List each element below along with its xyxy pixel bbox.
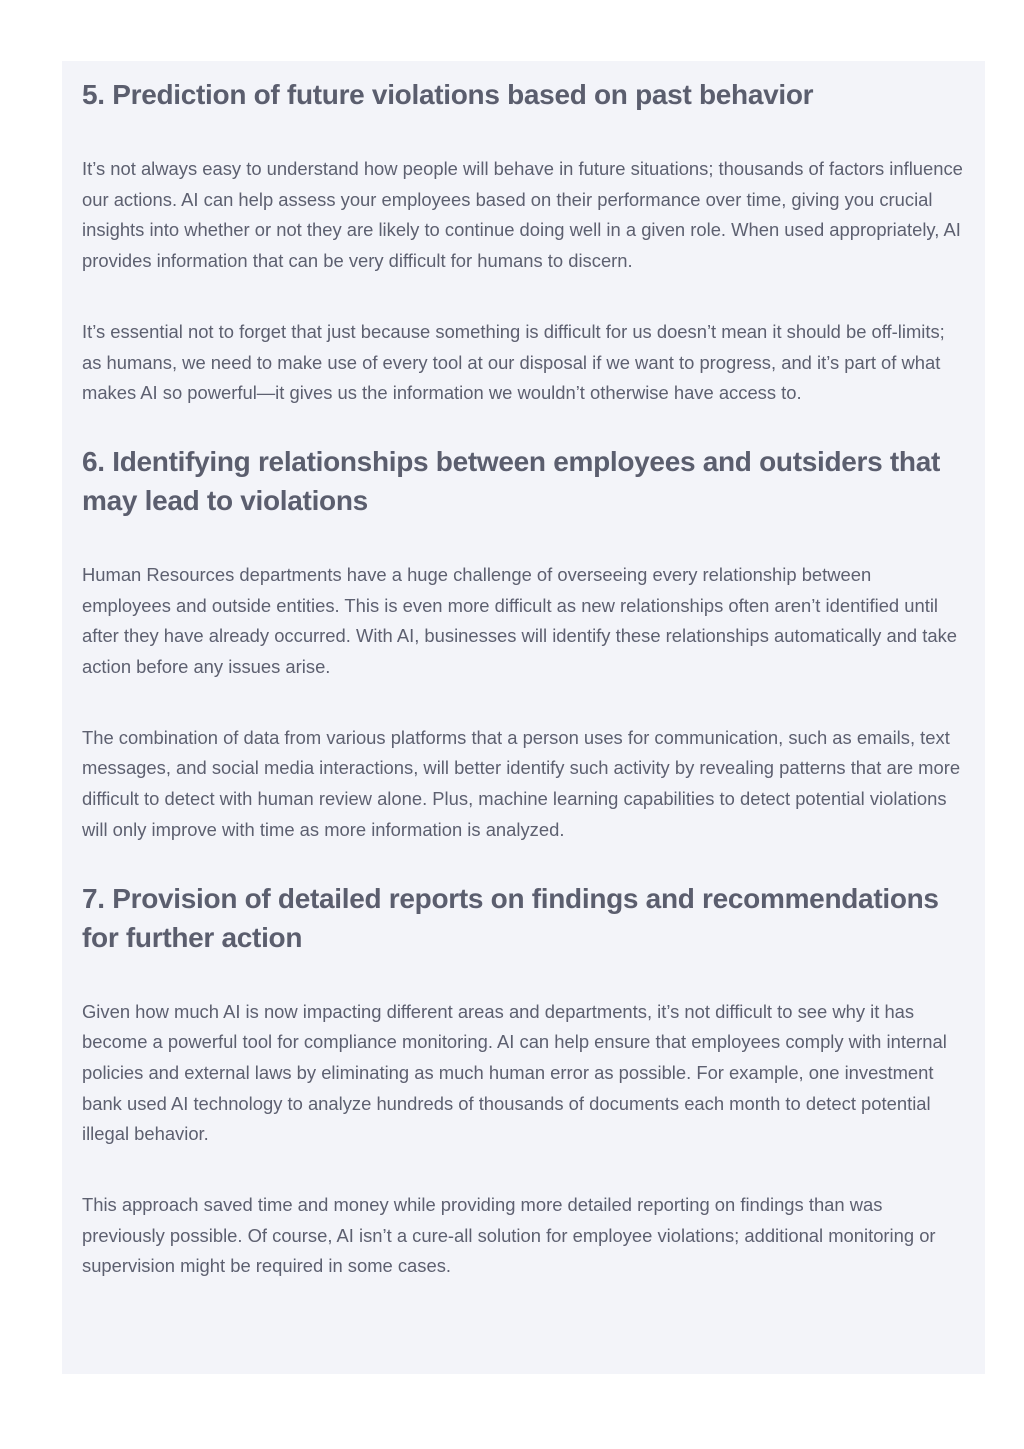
section-heading: 6. Identifying relationships between employees and outsiders that may lead to violations — [82, 445, 941, 516]
paragraph: Given how much AI is now impacting different areas and departments, it’s not difficult to see why it has become a powerful tool for compliance monitoring. AI can help ensure that employees comply with internal policies and external laws by eliminating as much human error as possible. For example, one investment bank used AI technology to analyze hundreds of thousands of documents each month to detect potential illegal behavior. — [82, 1000, 947, 1145]
section-heading: 5. Prediction of future violations based on past behavior — [82, 79, 814, 110]
paragraph: It’s essential not to forget that just because something is difficult for us doesn’t mean it should be off-limits; as humans, we need to make use of every tool at our disposal if we want to progress, and it’s part of what makes AI so powerful—it gives us the information we wouldn’t otherwise have access to. — [82, 320, 945, 404]
section-heading: 7. Provision of detailed reports on findings and recommendations for further action — [82, 882, 939, 953]
paragraph: It’s not always easy to understand how people will behave in future situations; thousands of factors influence our actions. AI can help assess your employees based on their performance over time, giving you crucial insights into whether or not they are likely to continue doing well in a given role. When used appropriately, AI provides information that can be very difficult for humans to discern. — [82, 158, 963, 272]
paragraph: This approach saved time and money while providing more detailed reporting on findings than was previously possible. Of course, AI isn’t a cure-all solution for employee violations; additional monitoring or supervision might be required in some cases. — [82, 1194, 936, 1277]
paragraph: Human Resources departments have a huge challenge of overseeing every relationship between employees and outside entities. This is even more difficult as new relationships often aren’t identified until after they have already occurred. With AI, businesses will identify these relationships automatically and take action before any issues arise. — [82, 563, 958, 678]
section-prediction-of-violations — [82, 75, 965, 409]
section-identifying-relationships — [82, 442, 965, 846]
paragraph: The combination of data from various platforms that a person uses for communication, such as emails, text messages, and social media interactions, will better identify such activity by revealing patterns that are more difficult to detect with human review alone. Plus, machine learning capabilities to detect potential violations will only improve with time as more information is analyzed. — [82, 726, 961, 840]
article-card — [62, 61, 985, 1374]
section-detailed-reports — [82, 879, 965, 1283]
